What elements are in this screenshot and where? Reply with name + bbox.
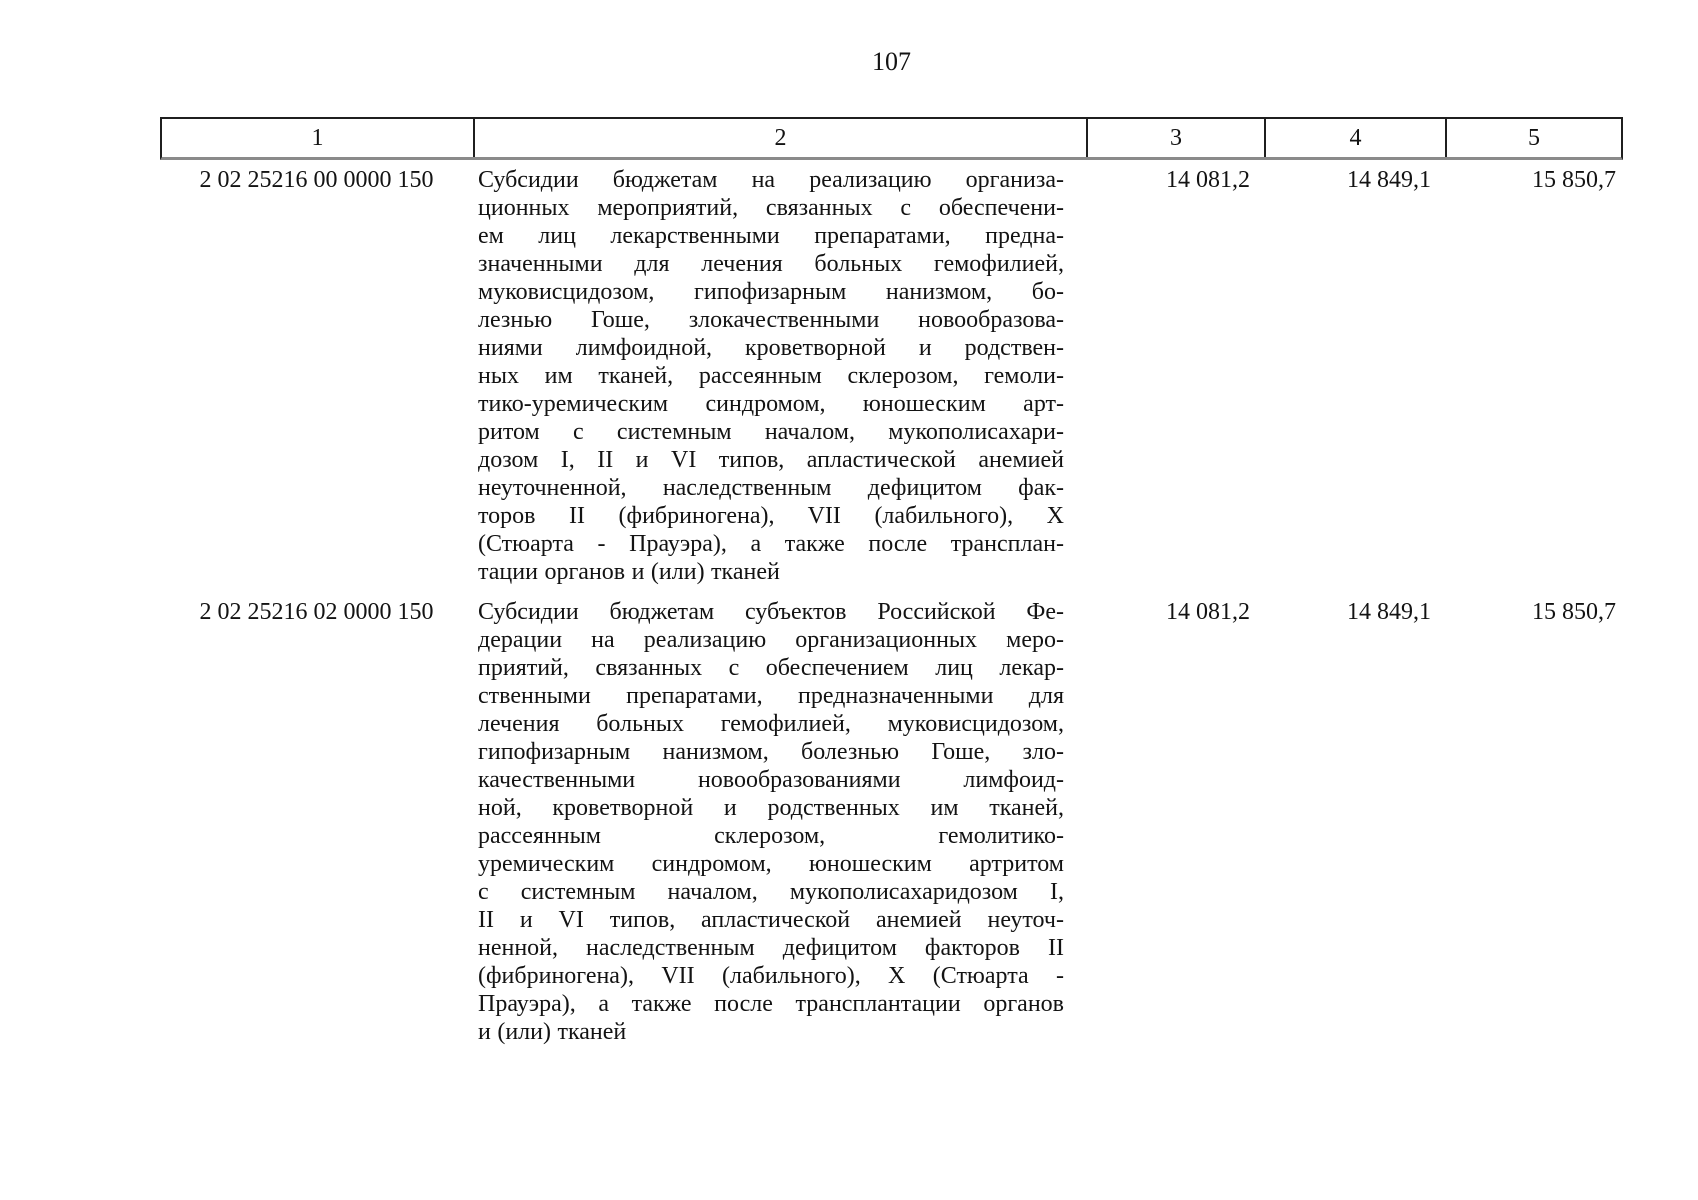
description-line: ем лиц лекарственными препаратами, предна- <box>478 223 1064 249</box>
header-col-5: 5 <box>1528 124 1540 151</box>
description-line: ционных мероприятий, связанных с обеспечени- <box>478 195 1064 221</box>
row-value-col3: 14 081,2 <box>1166 167 1250 193</box>
table-row <box>160 598 1623 1046</box>
description-line: (фибриногена), VII (лабильного), X (Стюарта - <box>478 963 1064 989</box>
row-code: 2 02 25216 02 0000 150 <box>199 599 434 625</box>
row-value-col4: 14 849,1 <box>1347 599 1431 625</box>
description-line: (Стюарта - Прауэра), а также после трансплан- <box>478 531 1064 557</box>
header-col-2: 2 <box>475 119 1088 157</box>
row-description <box>473 166 1086 586</box>
description-line: торов II (фибриногена), VII (лабильного), X <box>478 503 1064 529</box>
description-line: ненной, наследственным дефицитом факторов II <box>478 935 1064 961</box>
row-description <box>473 598 1086 1046</box>
description-line: лечения больных гемофилией, муковисцидозом, <box>478 711 1064 737</box>
description-line: Субсидии бюджетам на реализацию организа- <box>478 167 1064 193</box>
row-code: 2 02 25216 00 0000 150 <box>199 167 434 193</box>
row-value-col5: 15 850,7 <box>1532 599 1616 625</box>
description-line: и (или) тканей <box>478 1019 627 1045</box>
description-line: тации органов и (или) тканей <box>478 559 780 585</box>
table-header-row <box>160 117 1623 160</box>
budget-table <box>160 117 1623 1046</box>
description-line: уремическим синдромом, юношеским артритом <box>478 851 1064 877</box>
description-line: с системным началом, мукополисахаридозом I, <box>478 879 1064 905</box>
description-line: дерации на реализацию организационных меро- <box>478 627 1064 653</box>
description-line: рассеянным склерозом, гемолитико- <box>478 823 1064 849</box>
row-value-col5: 15 850,7 <box>1532 167 1616 193</box>
description-line: лезнью Гоше, злокачественными новообразова- <box>478 307 1064 333</box>
description-line: ственными препаратами, предназначенными для <box>478 683 1064 709</box>
description-line: неуточненной, наследственным дефицитом фак- <box>478 475 1064 501</box>
description-line: качественными новообразованиями лимфоид- <box>478 767 1064 793</box>
description-line: II и VI типов, апластической анемией неуточ- <box>478 907 1064 933</box>
description-line: ниями лимфоидной, кроветворной и родствен- <box>478 335 1064 361</box>
description-line: ритом с системным началом, мукополисахари- <box>478 419 1064 445</box>
description-line: тико-уремическим синдромом, юношеским арт- <box>478 391 1064 417</box>
description-line: муковисцидозом, гипофизарным нанизмом, бо- <box>478 279 1064 305</box>
row-value-col4: 14 849,1 <box>1347 167 1431 193</box>
description-line: ной, кроветворной и родственных им тканей, <box>478 795 1064 821</box>
description-line: дозом I, II и VI типов, апластической анемией <box>478 447 1064 473</box>
table-body <box>160 166 1623 1046</box>
page-number: 107 <box>872 47 911 76</box>
header-col-1: 1 <box>162 119 475 157</box>
description-line: ных им тканей, рассеянным склерозом, гемоли- <box>478 363 1064 389</box>
table-row <box>160 166 1623 586</box>
row-value-col3: 14 081,2 <box>1166 599 1250 625</box>
header-col-3: 3 <box>1088 119 1266 157</box>
description-line: гипофизарным нанизмом, болезнью Гоше, зло- <box>478 739 1064 765</box>
header-col-4: 4 <box>1266 119 1447 157</box>
description-line: Прауэра), а также после трансплантации органов <box>478 991 1064 1017</box>
description-line: Субсидии бюджетам субъектов Российской Фе- <box>478 599 1064 625</box>
description-line: значенными для лечения больных гемофилией, <box>478 251 1064 277</box>
description-line: приятий, связанных с обеспечением лиц лекар- <box>478 655 1064 681</box>
